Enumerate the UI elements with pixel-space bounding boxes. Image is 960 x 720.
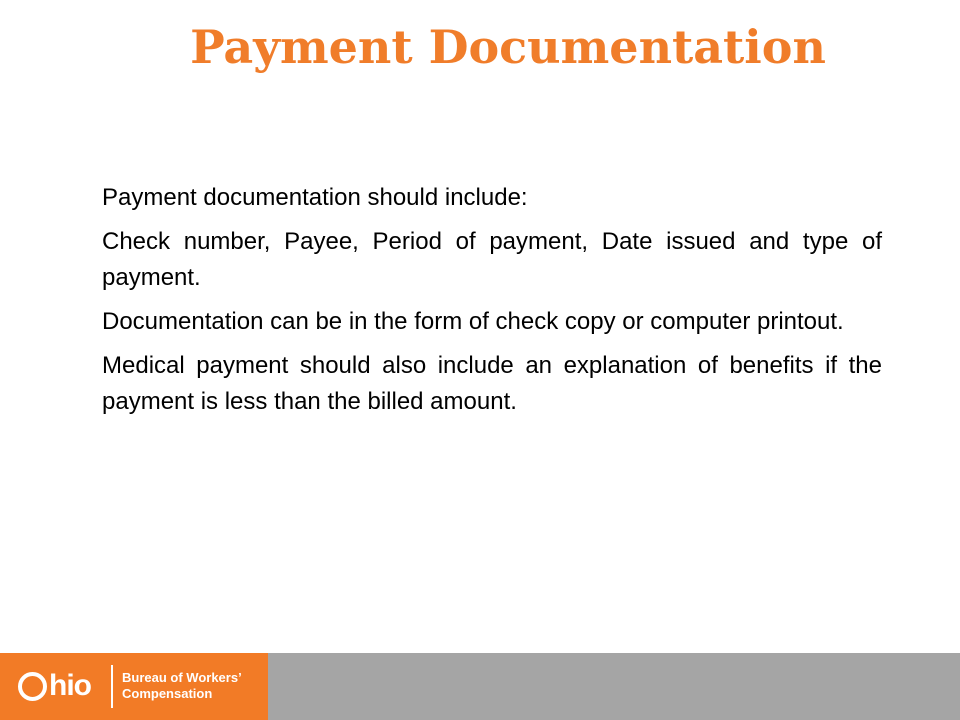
ohio-wordmark-text: hio (49, 669, 91, 702)
org-name (122, 670, 242, 702)
org-name-line2: Compensation (122, 686, 213, 701)
body-paragraph-format: Documentation can be in the form of check copy or computer printout. (102, 308, 844, 335)
slide-title: Payment Documentation (190, 20, 826, 74)
ohio-bwc-logo (0, 653, 268, 720)
body-paragraph-intro: Payment documentation should include: (102, 184, 528, 211)
slide-body (102, 180, 882, 428)
footer-bar (0, 653, 960, 720)
org-name-line1: Bureau of Workers’ (122, 670, 242, 685)
ohio-wordmark (18, 666, 91, 706)
body-paragraph-fields: Check number, Payee, Period of payment, Date issued and type of payment. (102, 228, 882, 291)
ohio-o-ring-icon (18, 672, 47, 701)
body-paragraph-medical: Medical payment should also include an explanation of benefits if the payment is less than the billed amount. (102, 352, 882, 415)
logo-divider (111, 665, 113, 708)
